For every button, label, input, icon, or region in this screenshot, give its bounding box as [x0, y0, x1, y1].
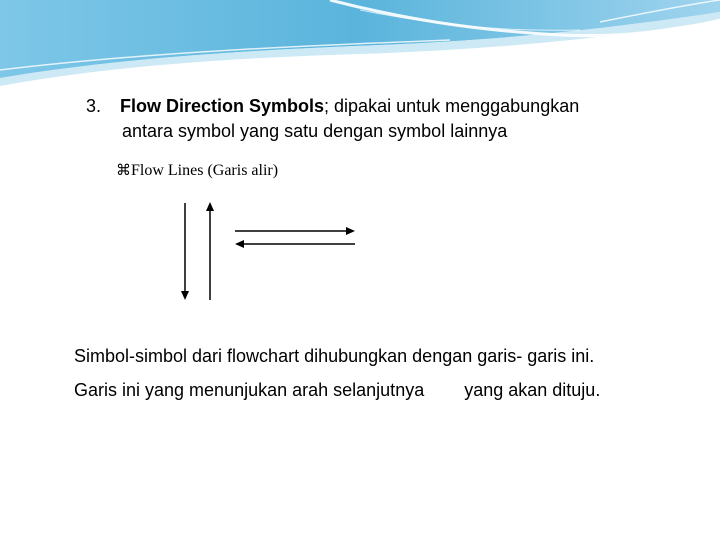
- paragraph-line-2-part-1: Garis ini yang menunjukan arah selanjutnya: [74, 380, 425, 400]
- heading: [86, 94, 686, 144]
- paragraph-line-1: Simbol-simbol dari flowchart dihubungkan dengan garis- garis ini.: [74, 346, 595, 366]
- bullet-flow-lines: [116, 161, 278, 180]
- flow-lines-illustration: [170, 195, 370, 310]
- heading-rest-line1: ; dipakai untuk menggabungkan: [324, 96, 580, 116]
- heading-bold-term: Flow Direction Symbols: [120, 96, 325, 116]
- header-wave-decoration: [0, 0, 720, 90]
- left-arrow-head: [235, 240, 244, 248]
- bullet-text: Flow Lines (Garis alir): [131, 162, 279, 179]
- paragraph-line-2-part-2: yang akan dituju.: [464, 380, 601, 400]
- heading-number: 3.: [86, 96, 102, 116]
- up-arrow-head: [206, 202, 214, 211]
- paragraph-line-2: [74, 380, 600, 401]
- command-bullet-icon: ⌘: [116, 163, 131, 179]
- heading-line2: antara symbol yang satu dengan symbol lainnya: [122, 121, 508, 141]
- right-arrow-head: [346, 227, 355, 235]
- down-arrow-head: [181, 291, 189, 300]
